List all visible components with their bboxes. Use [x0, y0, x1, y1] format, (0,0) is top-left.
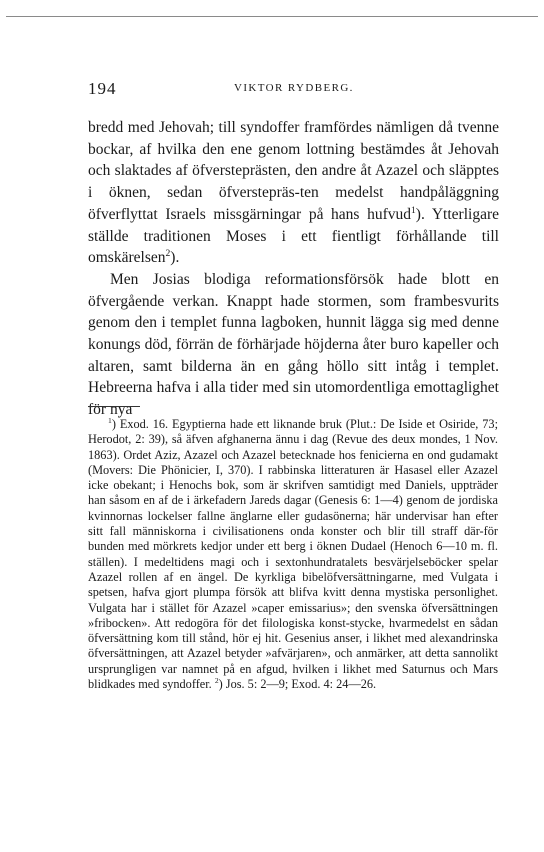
footnote: [88, 417, 498, 692]
footnote-text: ) Exod. 16. Egyptierna hade ett liknande bruk (Plut.: De Iside et Osiride, 73; Herodot, 2: 39), så äfven afghanerna ännu i dag (Revue des deux mondes, 1 Nov. 1863). Ordet Aziz, Azazel och Azazel betecknade hos fenicierna en ond gudamakt (Movers: Die Phönicier, I, 370). I rabbinska litteraturen är Hasasel eller Azazel icke obekant; i Henochs bok, som är skrifven samtidigt med Daniels, uppträder han såsom en af de i ärkefadern Jareds dagar (Genesis 6: 1—4) genom de jordiska kvinnornas lockelser fallne änglarne eller gudasönerna; här undervisar han efter sitt fall människorna i civilisationens onda konster och blir till straff där-för bunden med mörkrets kedjor under ett berg i öknen Dudael (Henoch 6—10 m. fl. ställen). I medeltidens magi och i sextonhundratalets besvärjelseböcker spelar Azazel rollen af en ängel. De kyrkliga bibelöfversättningarne, med Vulgata i spetsen, hafva gjort plumpa försök att blifva kvitt denna mystiska personlighet. Vulgata har i stället för Azazel »caper emissarius»; den svenska öfversättningen »fribocken». Att redogöra för det filologiska konst-stycke, hvarmedelst en sådan öfversättning kom till stånd, hör ej hit. Gesenius anser, i likhet med alexandrinska öfversättningen, att Azazel betyder »afvärjaren», och anmärker, att detta sannolikt ursprungligen var namnet på en afgud, hvilken i likhet med Saturnus och Mars blidkades med syndoffer.: [88, 417, 498, 692]
page-header: [88, 79, 496, 99]
paragraph-text: ). Ytterligare ställde traditionen Moses i ett fientligt förhållande till omskärelsen: [88, 205, 499, 267]
page-number: 194: [88, 79, 117, 98]
footnote-reference: 1: [411, 204, 416, 216]
footnote-separator: [88, 406, 140, 407]
paragraph: Men Josias blodiga reformationsförsök hade blott en öfvergående verkan. Knappt hade stormen, som frambesvurits genom den i templet funna lagboken, hunnit lägga sig med denne konungs död, förrän de förhärjade höjderna åter buro kapeller och altaren, samt bilderna än en gång höllo sitt intåg i templet. Hebreerna hafva i alla tider med sin utomordentliga emottaglighet för nya: [88, 270, 499, 419]
footnote-marker: 1: [108, 415, 112, 425]
footnotes: [88, 417, 498, 692]
paragraph-text: ).: [170, 249, 180, 267]
paragraph-text: bredd med Jehovah; till syndoffer framfördes nämligen då tvenne bockar, af hvilka den ene genom lottning bestämdes åt Jehovah och slaktades af öfversteprästen, den andre åt Azazel och släpptes i öknen, sedan öfverstepräs-ten medelst handpåläggning öfverflyttat Israels missgärningar på hans hufvud: [88, 119, 499, 223]
running-head: VIKTOR RYDBERG.: [234, 82, 354, 94]
footnote-marker: 2: [214, 675, 219, 685]
footnote-reference: 2: [165, 248, 171, 260]
main-text: [88, 117, 499, 421]
paragraph: [88, 117, 499, 269]
top-border-rule: [6, 16, 538, 17]
footnote-text: ) Jos. 5: 2—9; Exod. 4: 24—26.: [218, 677, 377, 692]
